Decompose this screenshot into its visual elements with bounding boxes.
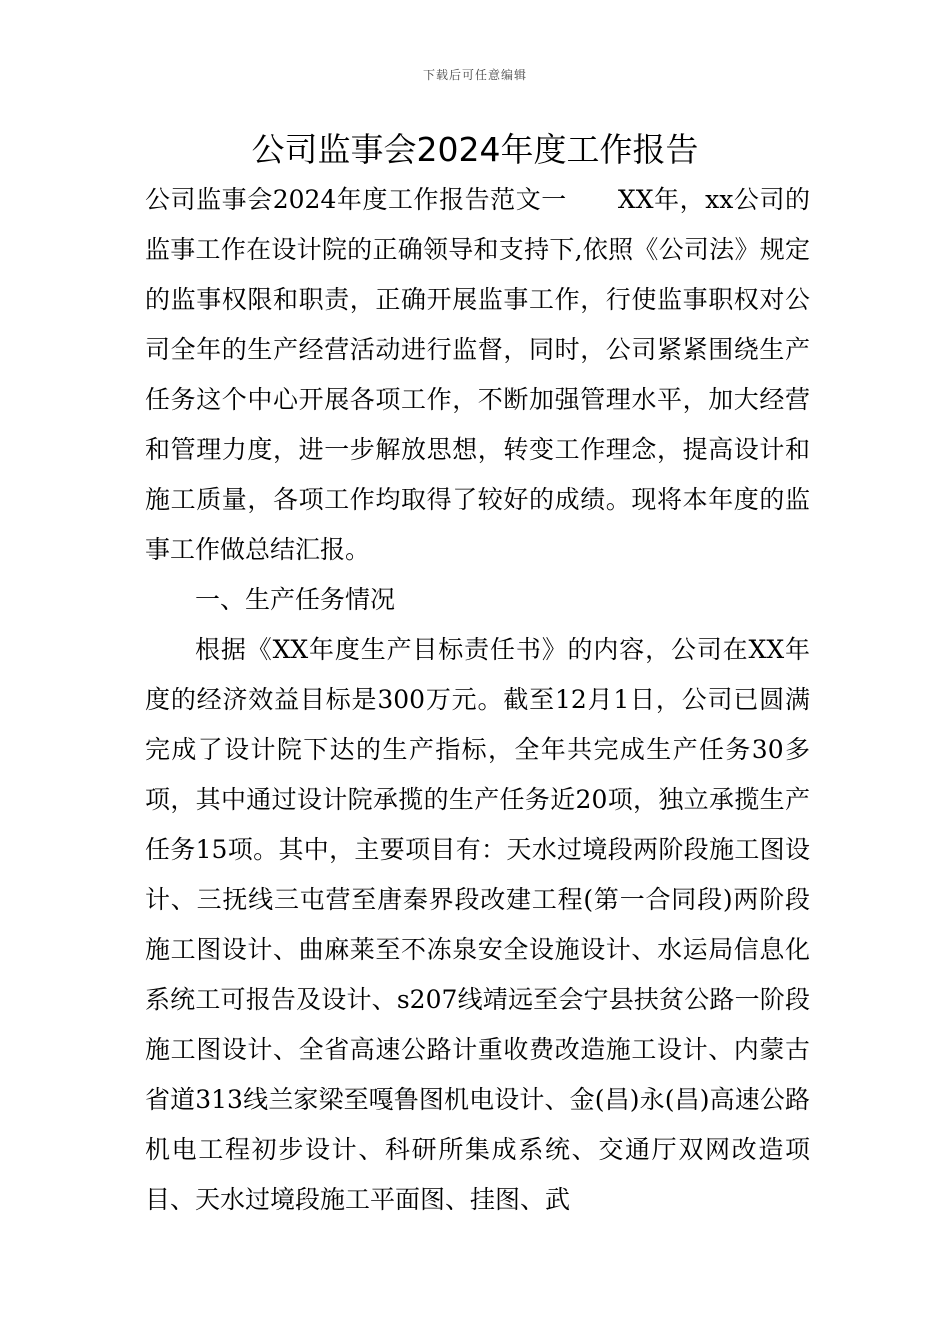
paragraph-intro: 公司监事会2024年度工作报告范文一 XX年，xx公司的监事工作在设计院的正确领导和支持下,依照《公司法》规定的监事权限和职责，正确开展监事工作，行使监事职权对公司全年的生产经营活动进行监督，同时，公司紧紧围绕生产任务这个中心开展各项工作，不断加强管理水平，加大经营和管理力度，进一步解放思想，转变工作理念，提高设计和施工质量，各项工作均取得了较好的成绩。现将本年度的监事工作做总结汇报。 — [145, 185, 810, 564]
document-title: 公司监事会2024年度工作报告 — [251, 130, 699, 169]
section-heading-production: 一、生产任务情况 — [195, 585, 396, 614]
document-body — [145, 175, 810, 1225]
paragraph-production-details: 根据《XX年度生产目标责任书》的内容，公司在XX年度的经济效益目标是300万元。截至12月1日，公司已圆满完成了设计院下达的生产指标，全年共完成生产任务30多项，其中通过设计院承揽的生产任务近20项，独立承揽生产任务15项。其中，主要项目有：天水过境段两阶段施工图设计、三抚线三屯营至唐秦界段改建工程(第一合同段)两阶段施工图设计、曲麻莱至不冻泉安全设施设计、水运局信息化系统工可报告及设计、s207线靖远至会宁县扶贫公路一阶段施工图设计、全省高速公路计重收费改造施工设计、内蒙古省道313线兰家梁至嘎鲁图机电设计、金(昌)永(昌)高速公路机电工程初步设计、科研所集成系统、交通厅双网改造项目、天水过境段施工平面图、挂图、武 — [145, 635, 810, 1214]
header-note: 下载后可任意编辑 — [422, 68, 527, 82]
